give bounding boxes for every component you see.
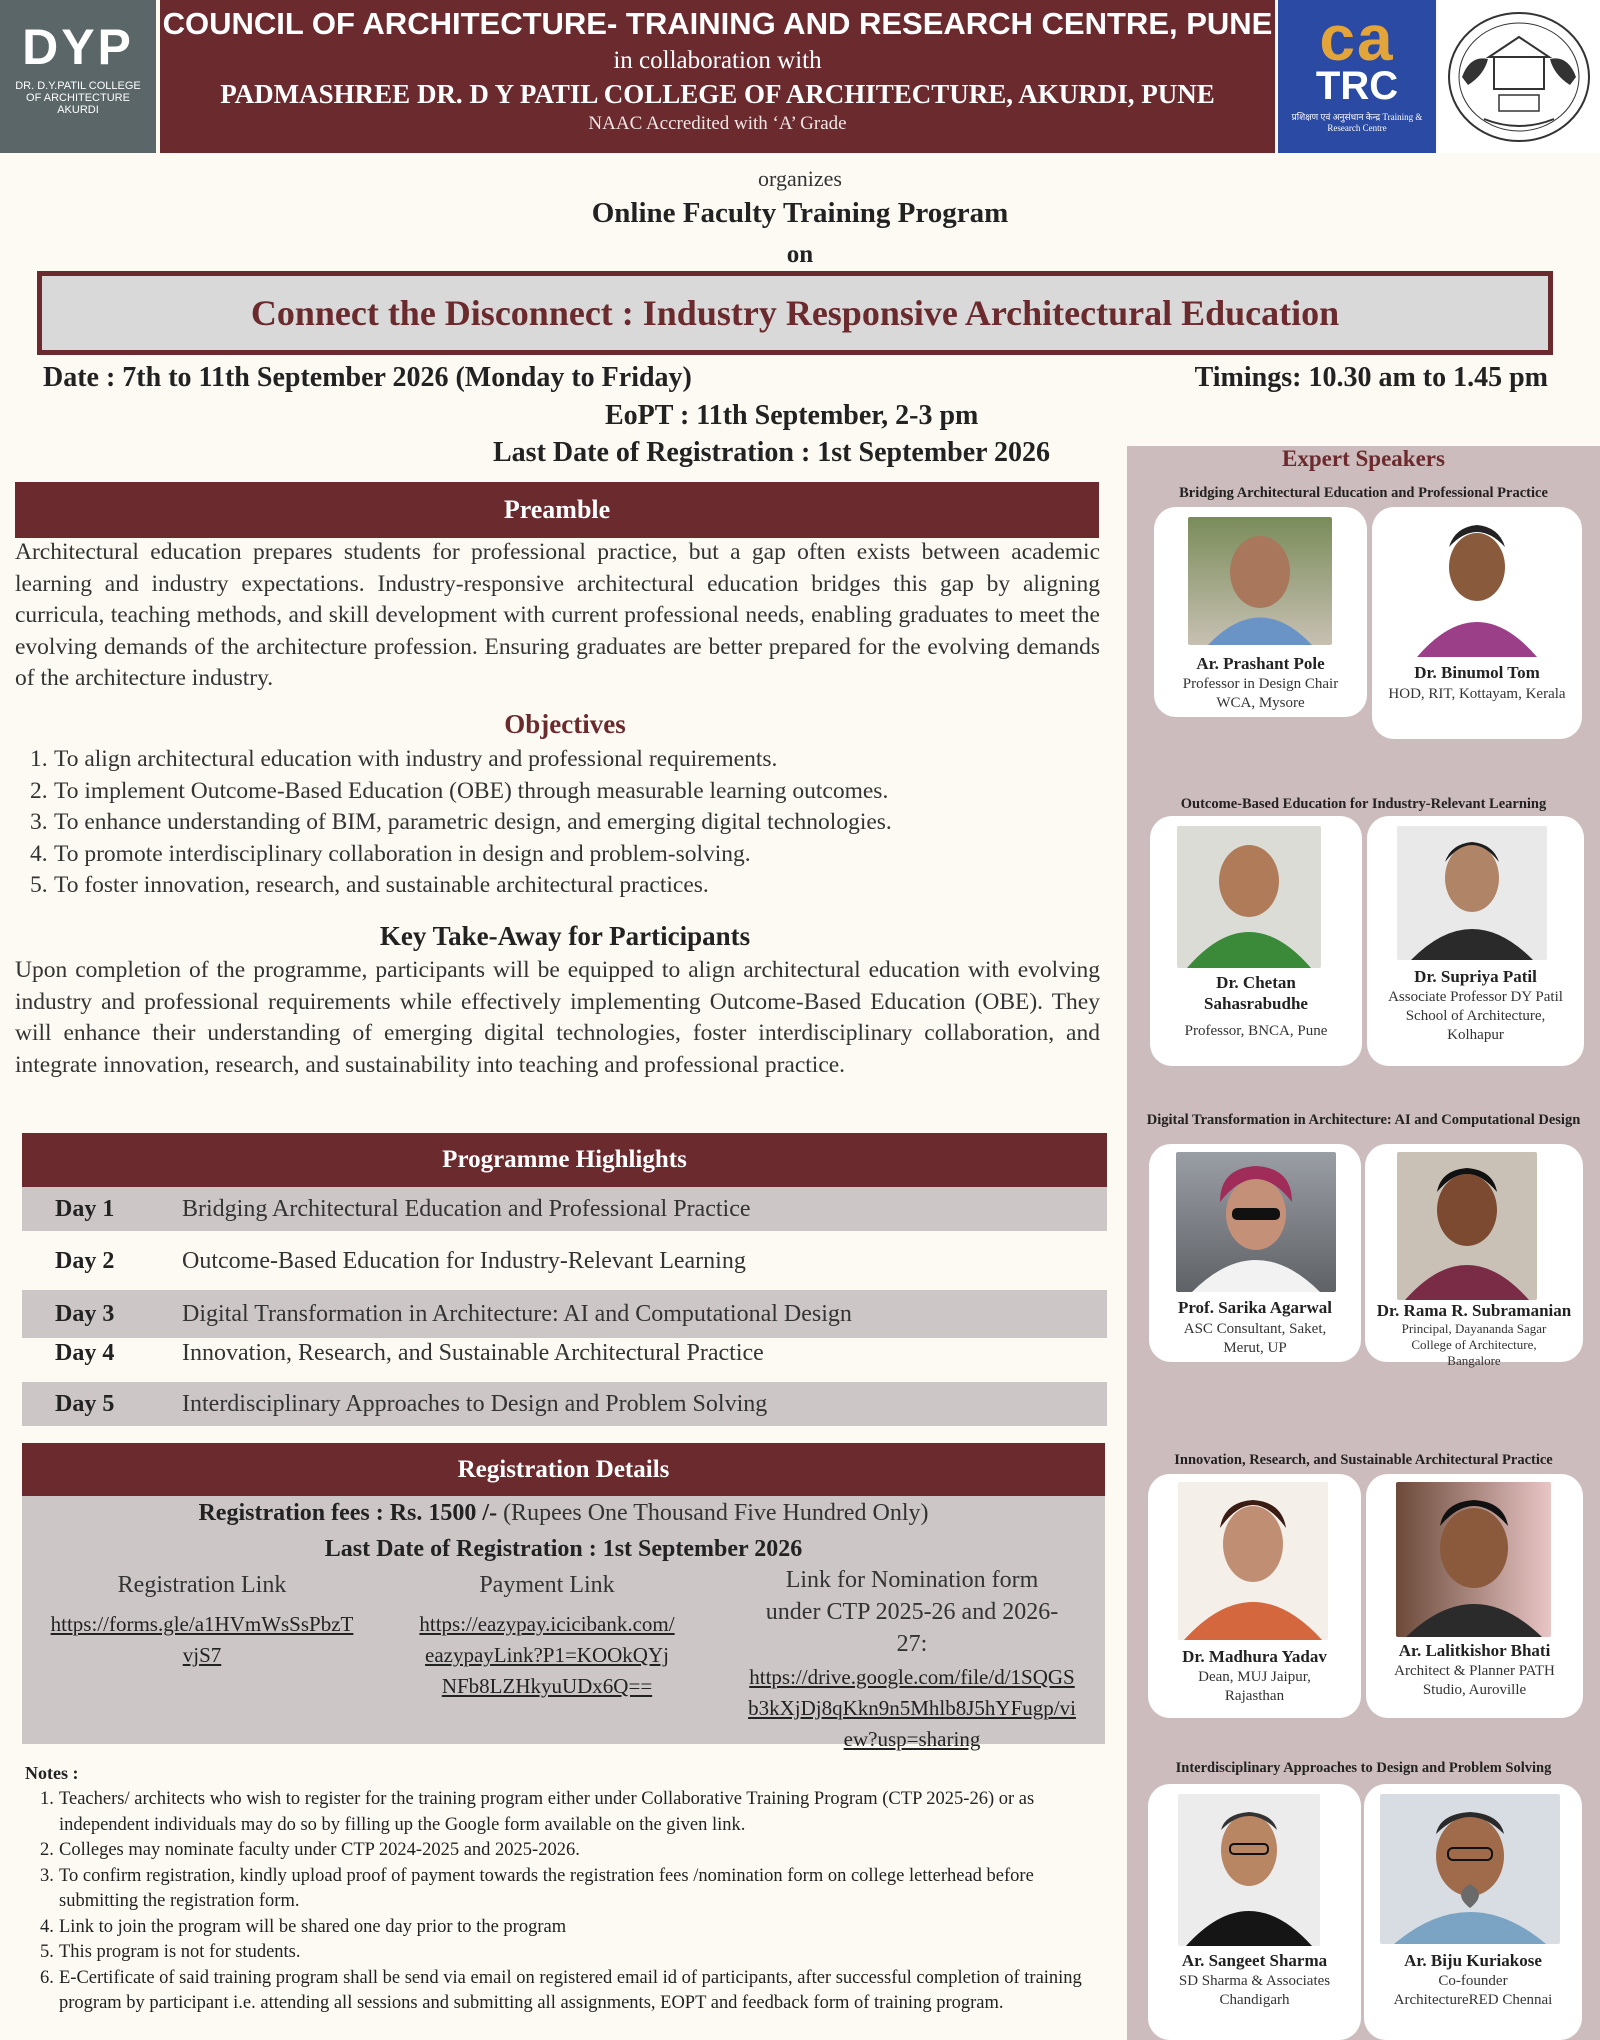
speaker-name: Ar. Sangeet Sharma [1181,1951,1328,1970]
nomination-link-block [737,1564,1087,1755]
program-type: Online Faculty Training Program [591,197,1009,229]
speaker-photo [1397,1152,1537,1300]
list-item: 1. To align architectural education with industry and professional requirements. [30,746,778,772]
expert-speakers-panel [1127,446,1600,2040]
speaker-name: Prof. Sarika Agarwal [1177,1298,1333,1317]
speaker-photo [1177,826,1321,968]
takeaway-heading: Key Take-Away for Participants [379,921,751,951]
program-timings: Timings: 10.30 am to 1.45 pm [1194,362,1548,393]
list-item: 3. To enhance understanding of BIM, parametric design, and emerging digital technologies. [30,809,892,835]
header-accreditation: NAAC Accredited with ‘A’ Grade [588,113,847,134]
dyp-logo-caption: DR. D.Y.PATIL COLLEGE OF ARCHITECTURE AKURDI [15,80,141,116]
day-topic: Bridging Architectural Education and Professional Practice [182,1195,751,1222]
coa-trc-logo [1278,0,1436,153]
payment-link-block [407,1572,687,1702]
day-topic: Innovation, Research, and Sustainable Architectural Practice [182,1339,764,1366]
day-label: Day 5 [55,1390,115,1417]
speaker-designation: Co-founder ArchitectureRED Chennai [1393,1973,1553,2008]
header-banner [160,0,1275,153]
trc-logo-caption: प्रशिक्षण एवं अनुसंधान केन्द्र Training & Research Centre [1291,112,1423,133]
speaker-photo [1188,517,1332,645]
list-item: 6. E-Certificate of said training program shall be send via email on registered email id of participants, after successful completion of training program by participant i.e. attending all sessions and submitting all assignments, EOPT and feedback form of training program. [40,1967,1082,2013]
speaker-designation: Associate Professor DY Patil School of Architecture, Kolhapur [1388,989,1563,1043]
speaker-photo [1380,1794,1560,1944]
speaker-card [1367,816,1584,1066]
objectives-heading: Objectives [504,709,626,739]
highlights-heading: Programme Highlights [22,1133,1107,1187]
highlight-row-day4 [22,1331,1107,1375]
speaker-photo [1396,1482,1551,1637]
speaker-name: Dr. Binumol Tom [1414,663,1540,682]
speaker-photo [1405,517,1549,657]
day-label: Day 4 [55,1339,115,1366]
list-item: 3. To confirm registration, kindly upload proof of payment towards the registration fees /nomination form on college letterhead before submitting the registration form. [40,1865,1034,1911]
speaker-card [1148,1784,1361,2040]
speaker-card [1364,1784,1582,2040]
dyp-logo-mark: DYP [22,19,134,75]
nomination-link-label: Link for Nomination form under CTP 2025-26 and 2026-27: [765,1567,1059,1657]
speaker-designation: ASC Consultant, Saket, Merut, UP [1183,1321,1327,1356]
list-item: 5. To foster innovation, research, and sustainable architectural practices. [30,872,709,898]
preamble-heading: Preamble [15,482,1099,538]
registration-deadline: Last Date of Registration : 1st September 2026 [493,437,1051,468]
session-title: Interdisciplinary Approaches to Design and Problem Solving [1175,1760,1552,1776]
speaker-card [1372,507,1582,739]
day-label: Day 2 [55,1247,115,1274]
registration-link-block [42,1572,362,1671]
speaker-card [1150,816,1362,1066]
objectives-list [30,744,892,902]
list-item: 4. To promote interdisciplinary collaboration in design and problem-solving. [30,840,751,867]
program-title: Connect the Disconnect : Industry Responsive Architectural Education [250,293,1340,333]
speaker-designation: Professor, BNCA, Pune [1184,1023,1328,1039]
notes-heading: Notes : [25,1763,79,1783]
speakers-heading: Expert Speakers [1282,446,1445,471]
highlight-row-day5 [22,1382,1107,1426]
speaker-name: Ar. Lalitkishor Bhati [1398,1641,1551,1660]
speaker-designation: HOD, RIT, Kottayam, Kerala [1388,686,1566,702]
speaker-designation: Professor in Design Chair WCA, Mysore [1182,676,1339,711]
list-item: 2. Colleges may nominate faculty under CTP 2024-2025 and 2025-2026. [40,1840,580,1860]
registration-details [22,1496,1105,1751]
speaker-designation: Architect & Planner PATH Studio, Auroville [1394,1663,1555,1698]
day-topic: Interdisciplinary Approaches to Design and Problem Solving [182,1390,768,1417]
registration-last-date: Last Date of Registration : 1st September 2026 [324,1536,803,1562]
program-date: Date : 7th to 11th September 2026 (Monday to Friday) [43,362,692,393]
registration-link-label: Registration Link [117,1572,287,1598]
highlight-row-day2 [22,1239,1107,1283]
takeaway-text: Upon completion of the programme, participants will be equipped to align architectural education with evolving industry and professional requirements while effectively implementing Outcome-Based Education (OBE). They will enhance their understanding of emerging digital technologies, foster interdisciplinary collaboration, and integrate innovation, research, and sustainability into teaching and professional practice. [15,957,1100,1078]
nomination-link[interactable]: https://drive.google.com/file/d/1SQGSb3kXjDj8qKkn9n5Mhlb8J5hYFugp/view?usp=sharing [748,1665,1076,1751]
speaker-photo [1176,1152,1336,1292]
speaker-photo [1178,1794,1320,1946]
speaker-photo [1397,826,1547,960]
speaker-card [1148,1474,1361,1718]
day-topic: Digital Transformation in Architecture: AI and Computational Design [182,1300,852,1327]
registration-heading: Registration Details [22,1443,1105,1496]
highlight-row-day1 [22,1187,1107,1231]
speaker-name: Dr. Chetan Sahasrabudhe [1204,973,1308,1013]
list-item: 1. Teachers/ architects who wish to register for the training program either under Collaborative Training Program (CTP 2025-26) or as independent individuals may do so by filling up the Google form available on the given link. [40,1789,1035,1835]
speaker-designation: SD Sharma & Associates Chandigarh [1178,1973,1331,2008]
speaker-card [1365,1144,1583,1368]
registration-fee: Registration fees : Rs. 1500 /- (Rupees One Thousand Five Hundred Only) [198,1500,929,1526]
speaker-name: Ar. Biju Kuriakose [1404,1951,1542,1970]
speaker-photo [1178,1482,1328,1640]
trc-logo-ca: ca [1319,2,1395,74]
speaker-designation: Dean, MUJ Jaipur, Rajasthan [1198,1669,1311,1704]
speaker-card [1149,1144,1361,1362]
speaker-designation: Principal, Dayananda Sagar College of Architecture, Bangalore [1401,1321,1547,1368]
eopt-date: EoPT : 11th September, 2-3 pm [605,400,979,431]
speaker-name: Dr. Supriya Patil [1414,967,1537,986]
day-label: Day 1 [55,1195,115,1222]
notes-list [40,1787,1102,2017]
day-topic: Outcome-Based Education for Industry-Relevant Learning [182,1247,746,1274]
list-item: 5. This program is not for students. [40,1942,301,1962]
session-title: Digital Transformation in Architecture: AI and Computational Design [1146,1112,1581,1128]
header-college: PADMASHREE DR. D Y PATIL COLLEGE OF ARCHITECTURE, AKURDI, PUNE [220,79,1215,109]
session-title: Outcome-Based Education for Industry-Relevant Learning [1180,796,1547,812]
speaker-name: Dr. Madhura Yadav [1182,1647,1327,1666]
organizes-text: organizes [758,166,842,191]
session-title: Innovation, Research, and Sustainable Architectural Practice [1174,1452,1553,1468]
list-item: 2. To implement Outcome-Based Education (OBE) through measurable learning outcomes. [30,777,889,804]
dyp-college-logo [0,0,156,153]
header-organizer: COUNCIL OF ARCHITECTURE- TRAINING AND RESEARCH CENTRE, PUNE [162,6,1273,41]
session-title: Bridging Architectural Education and Professional Practice [1179,485,1548,501]
program-title-box [37,271,1553,355]
header-collab: in collaboration with [613,47,822,74]
speaker-card [1154,507,1367,717]
payment-link-label: Payment Link [479,1572,615,1598]
on-text: on [786,241,814,268]
preamble-text: Architectural education prepares students for professional practice, but a gap often exists between academic learning and industry expectations. Industry-responsive architectural education bridges this gap by aligning curricula, teaching methods, and skill development with current professional needs, enabling graduates to meet the evolving demands of the architecture profession. Ensuring graduates are better prepared for the evolving demands of the architecture industry. [15,539,1100,691]
list-item: 4. Link to join the program will be shared one day prior to the program [40,1916,567,1937]
university-emblem-icon [1438,0,1600,153]
trc-logo-trc: TRC [1315,64,1399,108]
speaker-name: Ar. Prashant Pole [1196,654,1325,673]
day-label: Day 3 [55,1300,115,1327]
speaker-name: Dr. Rama R. Subramanian [1376,1301,1572,1320]
payment-link[interactable]: https://eazypay.icicibank.com/eazypayLink?P1=KOOkQYjNFb8LZHkyuUDx6Q== [419,1612,675,1698]
speaker-card [1366,1474,1583,1718]
registration-link[interactable]: https://forms.gle/a1HVmWsSsPbzTvjS7 [50,1612,354,1667]
